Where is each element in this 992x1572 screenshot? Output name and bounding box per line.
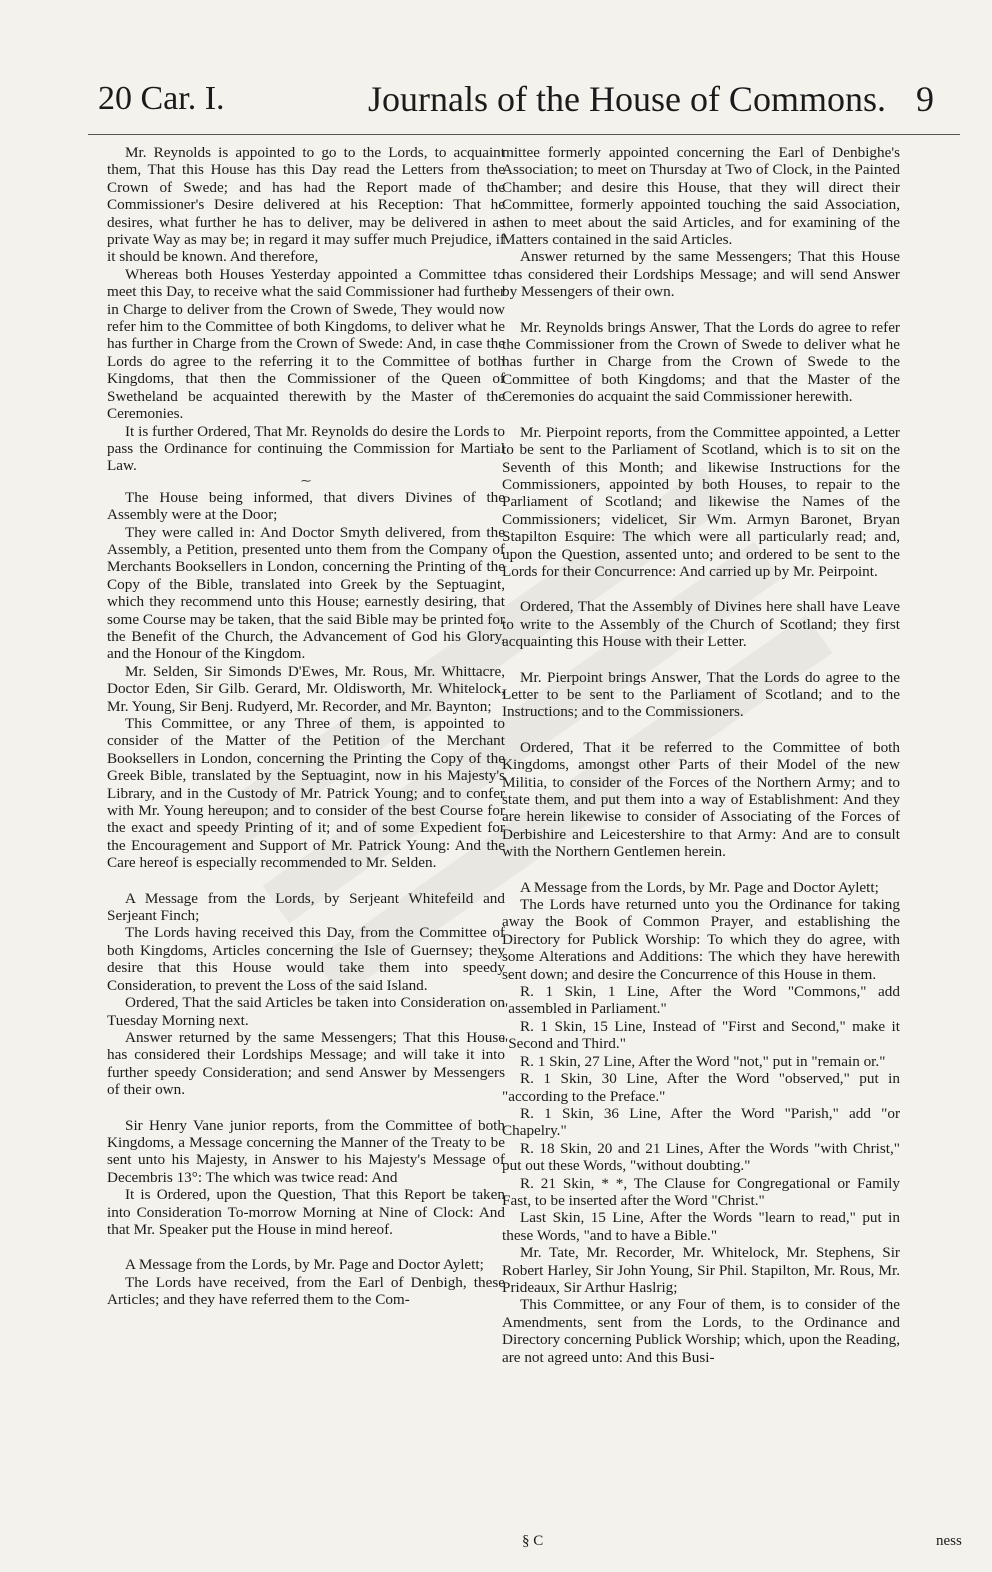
paragraph: Mr. Reynolds is appointed to go to the Lords, to acquaint them, That this House has this Day read the Letters from the Crown of Swede; and has had the Report made of the Commissioner's Desire delivered at his Reception: That he desires, what further he has to deliver, may be delivered in as private Way as may be; in regard it may suffer much Prejudice, if it should be known. And therefore, (107, 144, 505, 266)
paragraph: Mr. Pierpoint brings Answer, That the Lords do agree to the Letter to be sent to the Parliament of Scotland; and to the Instructions; and to the Commissioners. (502, 668, 900, 721)
paragraph: Mr. Pierpoint reports, from the Committee appointed, a Letter to be sent to the Parliament of Scotland, which is to sit on the Seventh of this Month; and likewise Instructions for the Commissioners, appointed by both Houses, to repair to the Parliament of Scotland; and likewise the Names of the Commissioners; videlicet, Sir Wm. Armyn Baronet, Bryan Stapilton Esquire: The which were all particularly read; and, upon the Question, assented unto; and ordered to be sent to the Lords for their Concurrence: And carried up by Mr. Peirpoint. (502, 423, 900, 580)
regnal-year: 20 Car. I. (98, 80, 225, 117)
amendment-line: R. 1 Skin, 27 Line, After the Word "not," put in "remain or." (520, 1052, 886, 1070)
paragraph: It is Ordered, upon the Question, That this Report be taken into Consideration To-morrow Morning at Nine of Clock: And that Mr. Speaker put the House in mind hereof. (107, 1186, 505, 1238)
paragraph: A Message from the Lords, by Serjeant Whitefeild and Serjeant Finch; (107, 889, 505, 925)
section-divider: ⁓ (301, 475, 311, 487)
paragraph: Mr. Reynolds brings Answer, That the Lords do agree to refer the Commissioner from the Crown of Swede to deliver what he has further in Charge from the Crown of Swede to the Committee of both Kingdoms; and that the Master of the Ceremonies do acquaint the said Commissioner herewith. (502, 318, 900, 406)
page-number: 9 (916, 79, 934, 119)
journal-title: Journals of the House of Commons. (368, 79, 886, 119)
amendment-line: R. 18 Skin, 20 and 21 Lines, After the Words "with Christ," put out these Words, "without doubting." (502, 1139, 900, 1175)
signature-mark: § C (522, 1533, 544, 1549)
paragraph: The House being informed, that divers Divines of the Assembly were at the Door; (107, 488, 505, 524)
paragraph: They were called in: And Doctor Smyth delivered, from the Assembly, a Petition, presented unto them from the Company of Merchants Booksellers in London, concerning the Printing of the Copy of the Bible, translated into Greek by the Septuagint, which they recommend unto this House; earnestly desiring, that some Course may be taken, that the said Bible may be printed for the Benefit of the Church, the Advancement of God his Glory, and the Honour of the Kingdom. (107, 523, 505, 663)
paragraph: Ordered, That the said Articles be taken into Consideration on Tuesday Morning next. (107, 994, 505, 1029)
paragraph: It is further Ordered, That Mr. Reynolds do desire the Lords to pass the Ordinance for continuing the Commission for Martial Law. (107, 422, 505, 475)
paragraph: A Message from the Lords, by Mr. Page and Doctor Aylett; (125, 1256, 484, 1274)
amendment-line: R. 21 Skin, * *, The Clause for Congregational or Family Fast, to be inserted after the Word "Christ." (502, 1174, 900, 1209)
paragraph: The Lords have received, from the Earl of Denbigh, these Articles; and they have referred them to the Com- (107, 1273, 505, 1309)
amendment-line: R. 1 Skin, 30 Line, After the Word "observed," put in "according to the Preface." (502, 1070, 900, 1105)
paragraph: Whereas both Houses Yesterday appointed a Committee to meet this Day, to receive what the said Commissioner had further in Charge to deliver from the Crown of Swede, They would now refer him to the Committee of both Kingdoms, to deliver what he has further in Charge from the Crown of Swede: And, in case the Lords do agree to the referring it to the Committee of both Kingdoms, that then the Commissioner of the Queen of Swetheland be acquainted therewith by the Master of the Ceremonies. (107, 265, 505, 423)
paragraph: Ordered, That it be referred to the Committee of both Kingdoms, amongst other Parts of their Model of the new Militia, to consider of the Forces of the Northern Army; and to state them, and put them into a way of Establishment: And they are herein likewise to consider of Associating of the Forces of Derbishire and Leicestershire to that Army: And are to consult with the Northern Gentlemen herein. (502, 738, 900, 861)
right-column (502, 144, 900, 1564)
running-header (88, 76, 960, 135)
paragraph: Answer returned by the same Messengers; That this House has considered their Lordships Message; and will take it into further speedy Consideration; and send Answer by Messengers of their own. (107, 1028, 505, 1099)
paragraph: Mr. Tate, Mr. Recorder, Mr. Whitelock, Mr. Stephens, Sir Robert Harley, Sir John Young, Sir Phil. Stapilton, Mr. Rous, Mr. Prideaux, Sir Arthur Haslrig; (502, 1244, 900, 1296)
amendment-line: Last Skin, 15 Line, After the Words "learn to read," put in these Words, "and to have a Bible." (502, 1209, 900, 1244)
paragraph: Answer returned by the same Messengers; That this House has considered their Lordships Message; and will send Answer by Messengers of their own. (502, 248, 900, 301)
amendment-line: R. 1 Skin, 36 Line, After the Word "Parish," add "or Chapelry." (502, 1104, 900, 1140)
amendment-line: R. 1 Skin, 1 Line, After the Word "Commons," add "assembled in Parliament." (502, 983, 900, 1018)
paragraph: This Committee, or any Three of them, is appointed to consider of the Matter of the Petition of the Merchant Booksellers in London, concerning the Printing the Copy of the Greek Bible, translated by the Septuagint, now in his Majesty's Library, and in the Custody of Mr. Patrick Young; and to confer with Mr. Young hereupon; and to consider of the best Course for the exact and speedy Printing of it; and of some Expedient for the Encouragement and Support of Mr. Patrick Young: And the Care hereof is especially recommended to Mr. Selden. (107, 715, 505, 872)
left-column (107, 144, 505, 1564)
paragraph: This Committee, or any Four of them, is to consider of the Amendments, sent from the Lords, to the Ordinance and Directory concerning Publick Worship; which, upon the Reading, are not agreed unto: And this Busi- (502, 1296, 900, 1366)
paragraph: The Lords having received this Day, from the Committee of both Kingdoms, Articles concerning the Isle of Guernsey; they desire that this House would take them into speedy Consideration, to prevent the Loss of the said Island. (107, 924, 505, 994)
paragraph: Sir Henry Vane junior reports, from the Committee of both Kingdoms, a Message concerning the Manner of the Treaty to be sent unto his Majesty, in Answer to his Majesty's Message of Decembris 13°: The which was twice read: And (107, 1116, 505, 1186)
paragraph: A Message from the Lords, by Mr. Page and Doctor Aylett; (520, 878, 879, 896)
paragraph: Ordered, That the Assembly of Divines here shall have Leave to write to the Assembly of the Church of Scotland; they first acquainting this House with their Letter. (502, 598, 900, 651)
paragraph: mittee formerly appointed concerning the Earl of Denbighe's Association; to meet on Thursday at Two of Clock, in the Painted Chamber; and desire this House, that they will direct their Committee, formerly appointed touching the said Association, then to meet about the said Articles, and for examining of the Matters contained in the said Articles. (502, 144, 900, 249)
amendment-line: R. 1 Skin, 15 Line, Instead of "First and Second," make it "Second and Third." (502, 1017, 900, 1053)
catchword: ness (936, 1533, 962, 1549)
paragraph: The Lords have returned unto you the Ordinance for taking away the Book of Common Prayer, and establishing the Directory for Publick Worship: To which they do agree, with some Alterations and Additions: The which they have herewith sent down; and desire the Concurrence of this House in them. (502, 896, 900, 983)
paragraph: Mr. Selden, Sir Simonds D'Ewes, Mr. Rous, Mr. Whittacre, Doctor Eden, Sir Gilb. Gerard, Mr. Oldisworth, Mr. Whitelock, Mr. Young, Sir Benj. Rudyerd, Mr. Recorder, and Mr. Baynton; (107, 662, 505, 715)
